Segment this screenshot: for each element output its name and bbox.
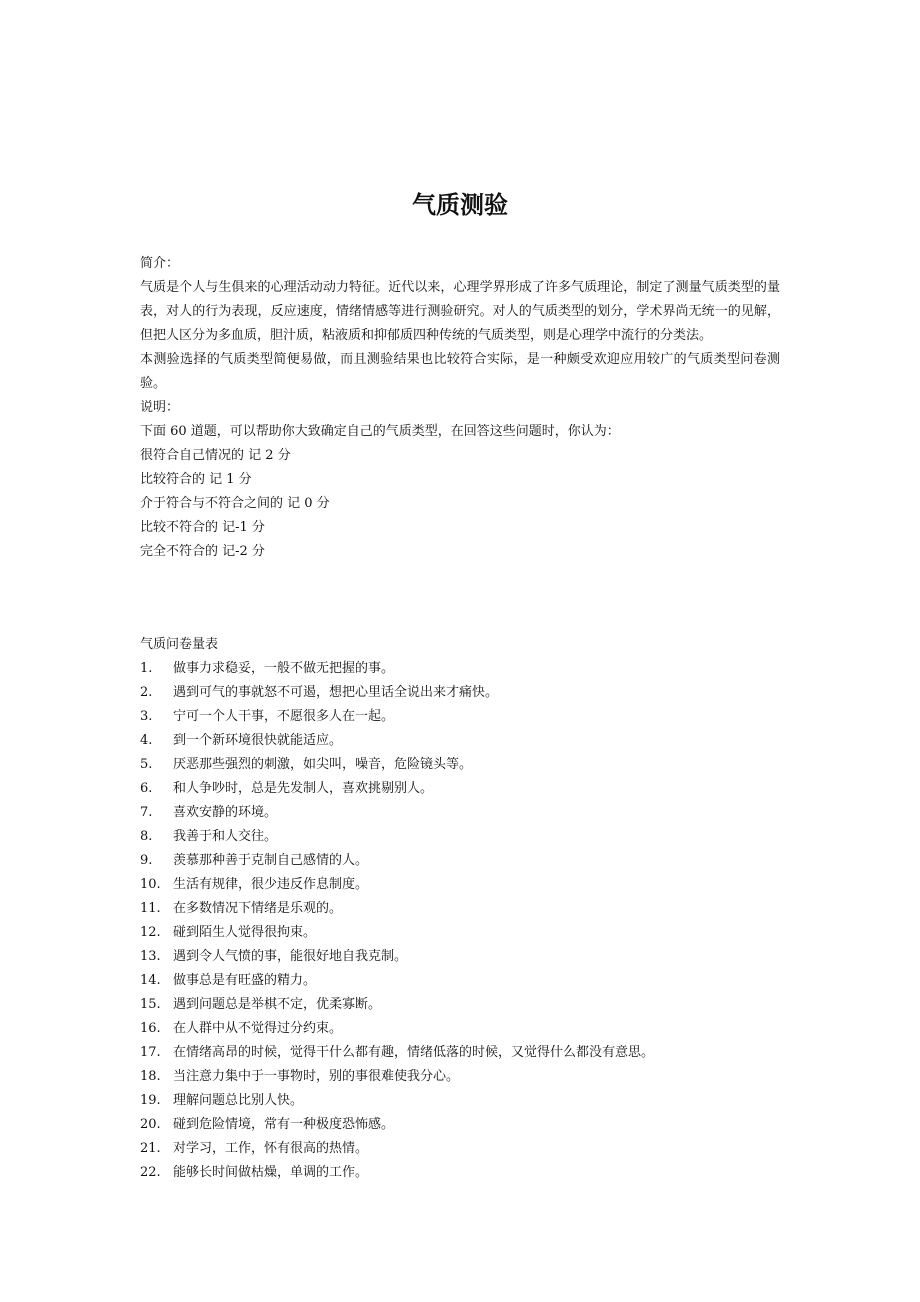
question-number: 15. <box>140 997 161 1012</box>
question-number: 2. <box>140 685 153 700</box>
question-number: 18. <box>140 1069 161 1084</box>
question-number: 4. <box>140 733 153 748</box>
question-item <box>140 681 780 705</box>
question-number: 14. <box>140 973 161 988</box>
scoring-rule-2: 比较符合的 记 1 分 <box>140 472 252 487</box>
scoring-rule-5: 完全不符合的 记-2 分 <box>140 544 265 559</box>
question-number: 5. <box>140 757 153 772</box>
question-item <box>140 705 780 729</box>
question-item <box>140 849 780 873</box>
question-number: 7. <box>140 805 153 820</box>
question-item <box>140 897 780 921</box>
question-text: 做事力求稳妥，一般不做无把握的事。 <box>173 661 395 676</box>
question-number: 12. <box>140 925 161 940</box>
question-text: 喜欢安静的环境。 <box>173 805 278 820</box>
question-item <box>140 1137 780 1161</box>
question-number: 9. <box>140 853 153 868</box>
intro-paragraph-2: 本测验选择的气质类型简便易做，而且测验结果也比较符合实际，是一种颇受欢迎应用较广的气质类型问卷测验。 <box>140 352 780 391</box>
question-item <box>140 1161 780 1185</box>
question-text: 我善于和人交往。 <box>173 829 278 844</box>
intro-paragraph-1: 气质是个人与生俱来的心理活动动力特征。近代以来，心理学界形成了许多气质理论，制定了测量气质类型的量表，对人的行为表现，反应速度，情绪情感等进行测验研究。对人的气质类型的划分，学术界尚无统一的见解，但把人区分为多血质，胆汁质，粘液质和抑郁质四种传统的气质类型，则是心理学中流行的分类法。 <box>140 280 780 343</box>
question-text: 宁可一个人干事，不愿很多人在一起。 <box>173 709 395 724</box>
question-item <box>140 945 780 969</box>
intro-label: 简介： <box>140 256 180 271</box>
question-text: 对学习，工作，怀有很高的热情。 <box>173 1141 369 1156</box>
question-number: 10. <box>140 877 161 892</box>
question-number: 11. <box>140 901 161 916</box>
question-number: 21. <box>140 1141 161 1156</box>
scoring-rule-1: 很符合自己情况的 记 2 分 <box>140 448 291 463</box>
question-text: 在情绪高昂的时候，觉得干什么都有趣，情绪低落的时候，又觉得什么都没有意思。 <box>173 1045 655 1060</box>
question-text: 羡慕那种善于克制自己感情的人。 <box>173 853 369 868</box>
question-item <box>140 969 780 993</box>
question-text: 到一个新环境很快就能适应。 <box>173 733 343 748</box>
question-text: 碰到陌生人觉得很拘束。 <box>173 925 317 940</box>
question-item <box>140 1089 780 1113</box>
question-item <box>140 777 780 801</box>
instructions-label: 说明： <box>140 400 180 415</box>
scoring-rule-4: 比较不符合的 记-1 分 <box>140 520 265 535</box>
question-text: 生活有规律，很少违反作息制度。 <box>173 877 369 892</box>
question-number: 17. <box>140 1045 161 1060</box>
instructions-lead: 下面 60 道题，可以帮助你大致确定自己的气质类型，在回答这些问题时，你认为： <box>140 424 620 439</box>
question-text: 遇到可气的事就怒不可遏，想把心里话全说出来才痛快。 <box>173 685 499 700</box>
question-text: 遇到令人气愤的事，能很好地自我克制。 <box>173 949 408 964</box>
question-text: 在多数情况下情绪是乐观的。 <box>173 901 343 916</box>
question-text: 能够长时间做枯燥，单调的工作。 <box>173 1165 369 1180</box>
question-item <box>140 921 780 945</box>
question-item <box>140 873 780 897</box>
question-text: 理解问题总比别人快。 <box>173 1093 304 1108</box>
question-number: 16. <box>140 1021 161 1036</box>
question-item <box>140 993 780 1017</box>
question-text: 碰到危险情境，常有一种极度恐怖感。 <box>173 1117 395 1132</box>
question-text: 遇到问题总是举棋不定，优柔寡断。 <box>173 997 382 1012</box>
question-number: 8. <box>140 829 153 844</box>
question-text: 当注意力集中于一事物时，别的事很难使我分心。 <box>173 1069 460 1084</box>
question-item <box>140 729 780 753</box>
questionnaire-heading: 气质问卷量表 <box>140 637 219 652</box>
question-text: 在人群中从不觉得过分约束。 <box>173 1021 343 1036</box>
question-item <box>140 801 780 825</box>
document-title: 气质测验 <box>412 191 508 219</box>
question-list <box>140 657 780 1185</box>
scoring-rule-3: 介于符合与不符合之间的 记 0 分 <box>140 496 330 511</box>
question-number: 22. <box>140 1165 161 1180</box>
question-item <box>140 753 780 777</box>
intro-section <box>140 252 780 564</box>
question-text: 和人争吵时，总是先发制人，喜欢挑剔别人。 <box>173 781 434 796</box>
question-text: 做事总是有旺盛的精力。 <box>173 973 317 988</box>
question-number: 13. <box>140 949 161 964</box>
question-item <box>140 657 780 681</box>
question-item <box>140 1041 780 1065</box>
question-number: 20. <box>140 1117 161 1132</box>
question-item <box>140 1065 780 1089</box>
question-text: 厌恶那些强烈的刺激，如尖叫，噪音，危险镜头等。 <box>173 757 473 772</box>
question-number: 6. <box>140 781 153 796</box>
question-item <box>140 1113 780 1137</box>
question-item <box>140 825 780 849</box>
question-item <box>140 1017 780 1041</box>
question-number: 1. <box>140 661 153 676</box>
question-number: 19. <box>140 1093 161 1108</box>
question-number: 3. <box>140 709 153 724</box>
questionnaire-section <box>140 633 780 1185</box>
